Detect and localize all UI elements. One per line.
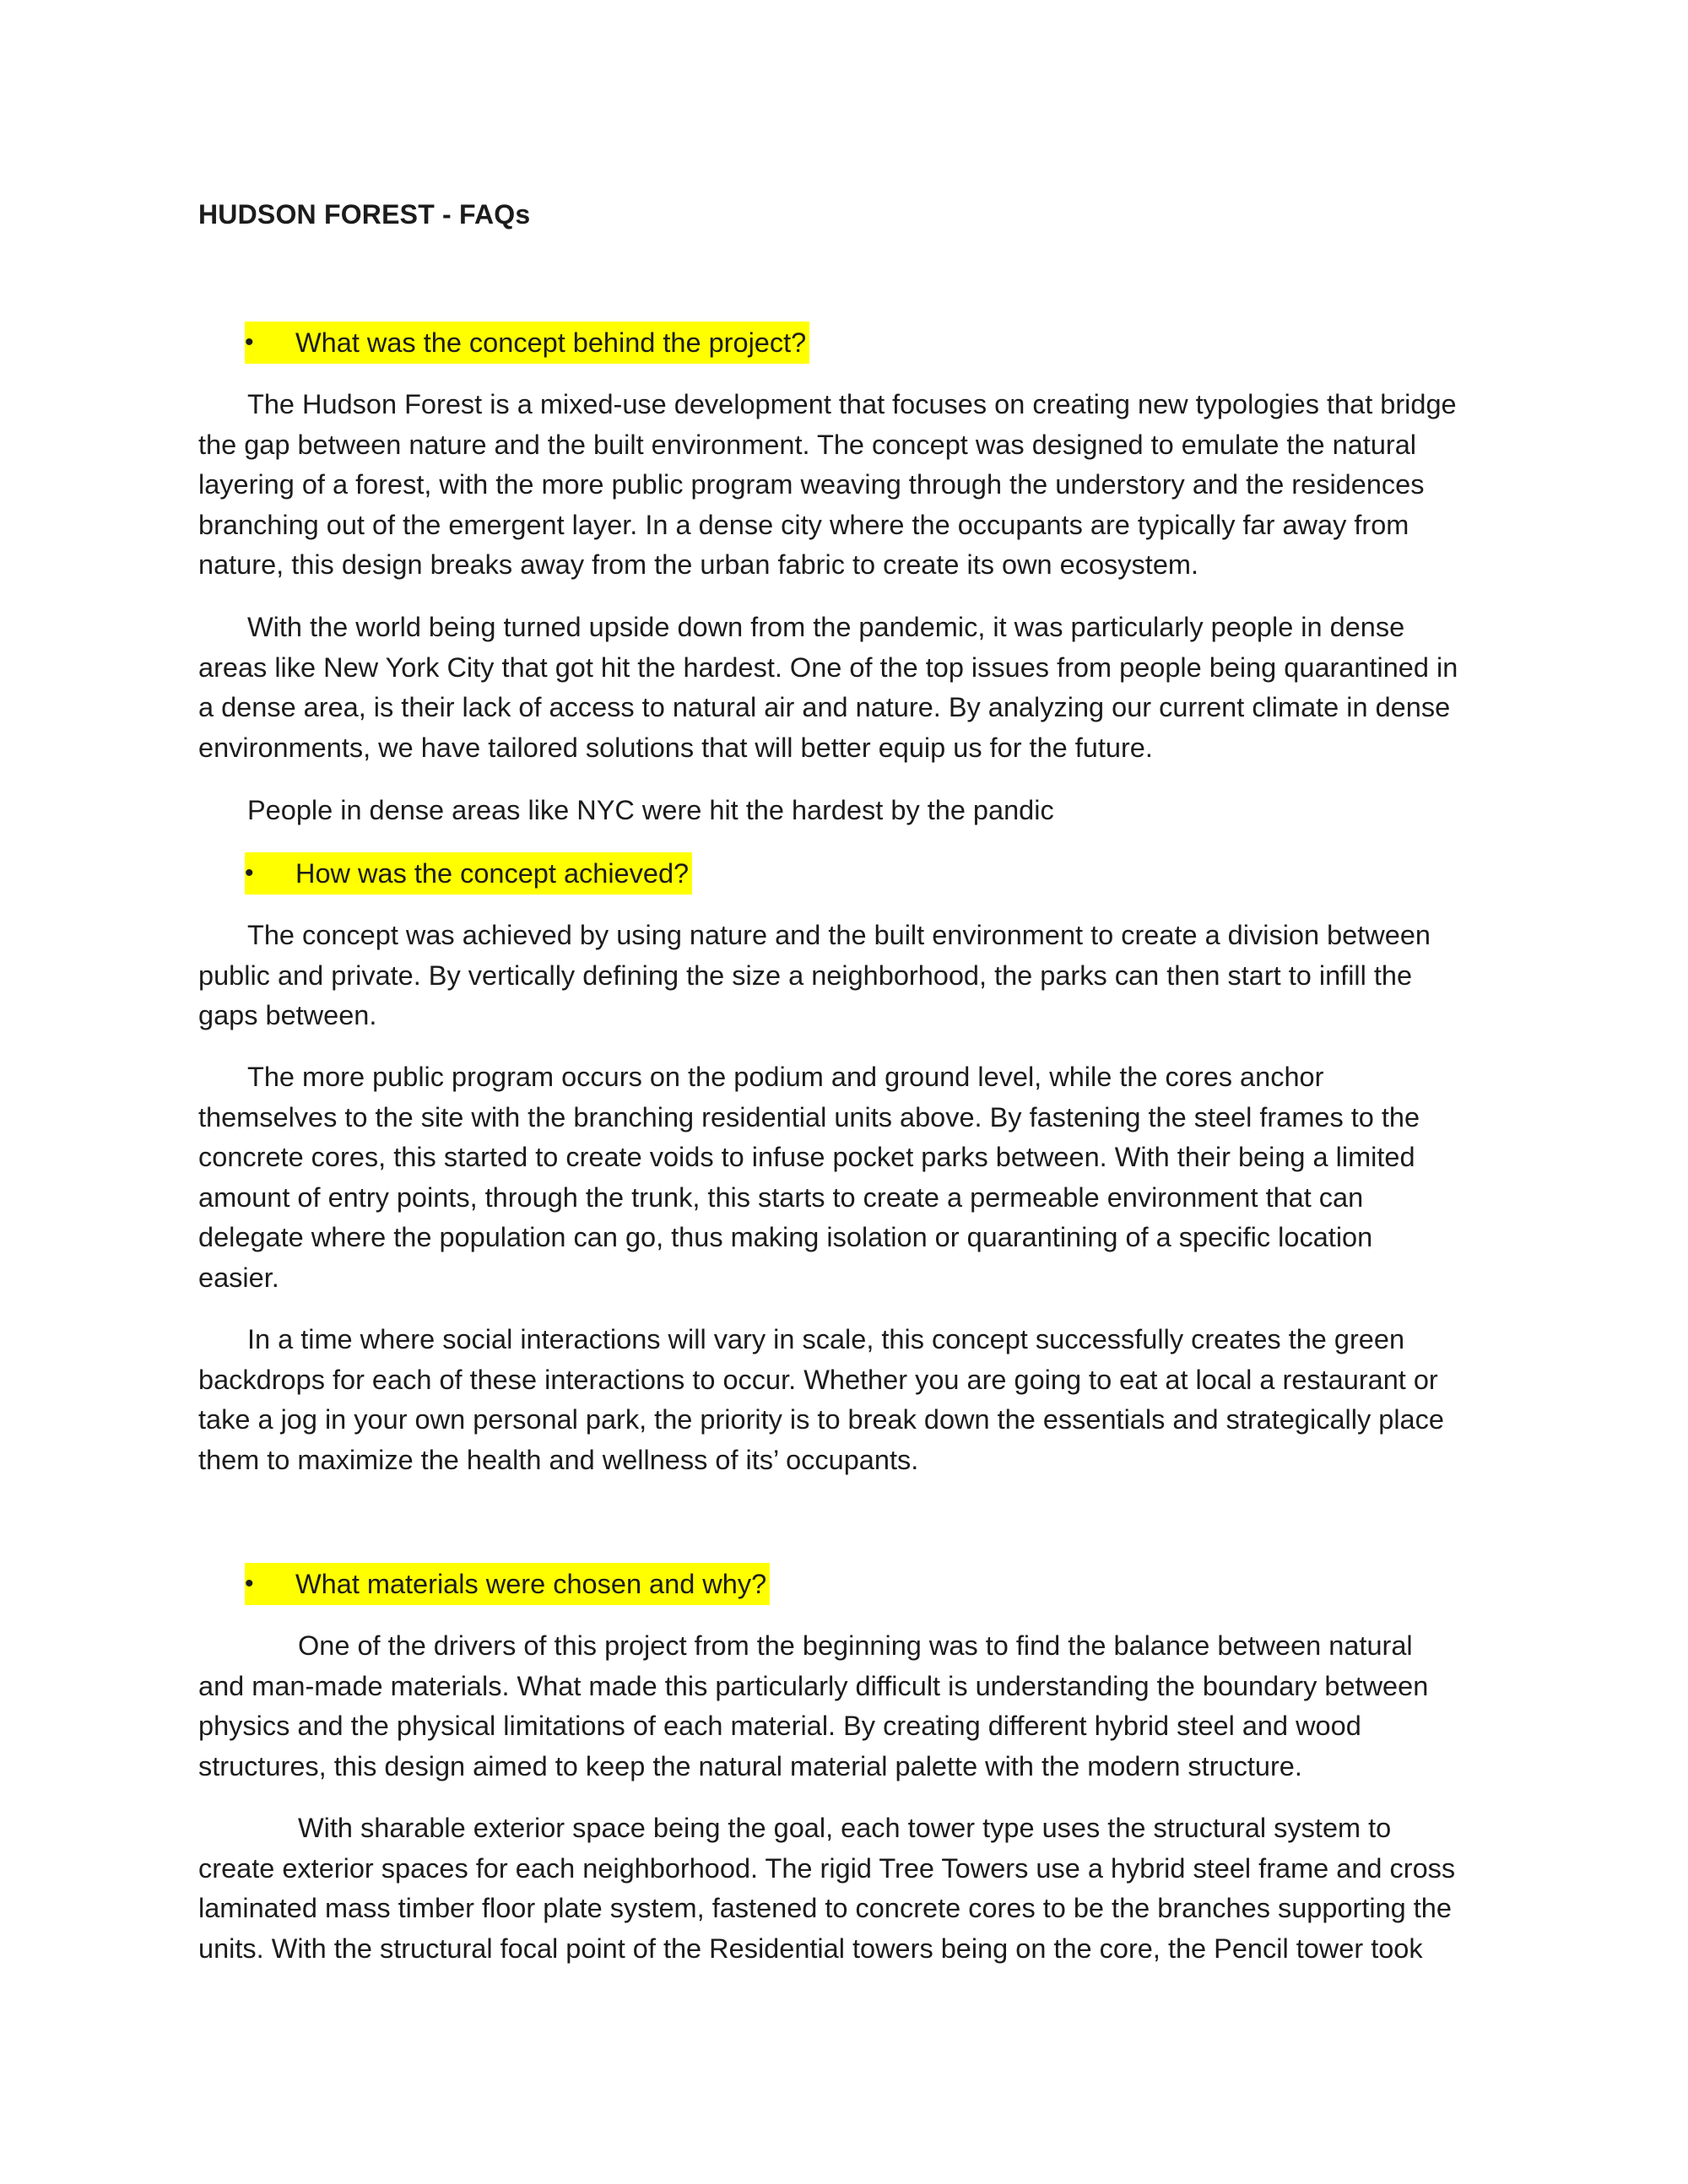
answer-paragraph: With the world being turned upside down from the pandemic, it was particularly people in dense areas like New York City that got hit the hardest. One of the top issues from people being quarantined in a dense area, is their lack of access to natural air and nature. By analyzing our current climate in dense environments, we have tailored solutions that will better equip us for the future. (198, 612, 1458, 763)
answer-paragraph: The more public program occurs on the podium and ground level, while the cores anchor themselves to the site with the branching residential units above. By fastening the steel frames to the concrete cores, this started to create voids to infuse pocket parks between. With their being a limited amount of entry points, through the trunk, this starts to create a permeable environment that can delegate where the population can go, thus making isolation or quarantining of a specific location easier. (198, 1062, 1420, 1293)
faq-question-achieved (245, 852, 692, 895)
document-title: HUDSON FOREST - FAQs (198, 199, 531, 230)
bullet-icon: • (245, 328, 254, 356)
faq-question-concept (245, 322, 809, 364)
answer-paragraph: One of the drivers of this project from the beginning was to find the balance between natural and man-made materials. What made this particularly difficult is understanding the boundary between physics and the physical limitations of each material. By creating different hybrid steel and wood structures, this design aimed to keep the natural material palette with the modern structure. (198, 1630, 1429, 1781)
bullet-icon: • (245, 859, 254, 887)
question-text: What materials were chosen and why? (295, 1568, 767, 1599)
faq-question-materials (245, 1563, 770, 1605)
answer-paragraph: People in dense areas like NYC were hit the hardest by the pandic (247, 795, 1054, 825)
question-text: What was the concept behind the project? (295, 327, 807, 358)
question-text: How was the concept achieved? (295, 857, 690, 889)
answer-paragraph: The concept was achieved by using nature and the built environment to create a division between public and private. By vertically defining the size a neighborhood, the parks can then start to infill the gaps between. (198, 920, 1431, 1030)
bullet-icon: • (245, 1570, 254, 1597)
answer-paragraph: The Hudson Forest is a mixed-use development that focuses on creating new typologies that bridge the gap between nature and the built environment. The concept was designed to emulate the natural layering of a forest, with the more public program weaving through the understory and the residences branching out of the emergent layer. In a dense city where the occupants are typically far away from nature, this design breaks away from the urban fabric to create its own ecosystem. (198, 389, 1457, 580)
answer-paragraph: With sharable exterior space being the goal, each tower type uses the structural system to create exterior spaces for each neighborhood. The rigid Tree Towers use a hybrid steel frame and cross laminated mass timber floor plate system, fastened to concrete cores to be the branches supporting the units. With the structural focal point of the Residential towers being on the core, the Pencil tower took (198, 1813, 1456, 1964)
answer-paragraph: In a time where social interactions will vary in scale, this concept successfully creates the green backdrops for each of these interactions to occur. Whether you are going to eat at local a restaurant or take a jog in your own personal park, the priority is to break down the essentials and strategically place them to maximize the health and wellness of its’ occupants. (198, 1324, 1444, 1475)
